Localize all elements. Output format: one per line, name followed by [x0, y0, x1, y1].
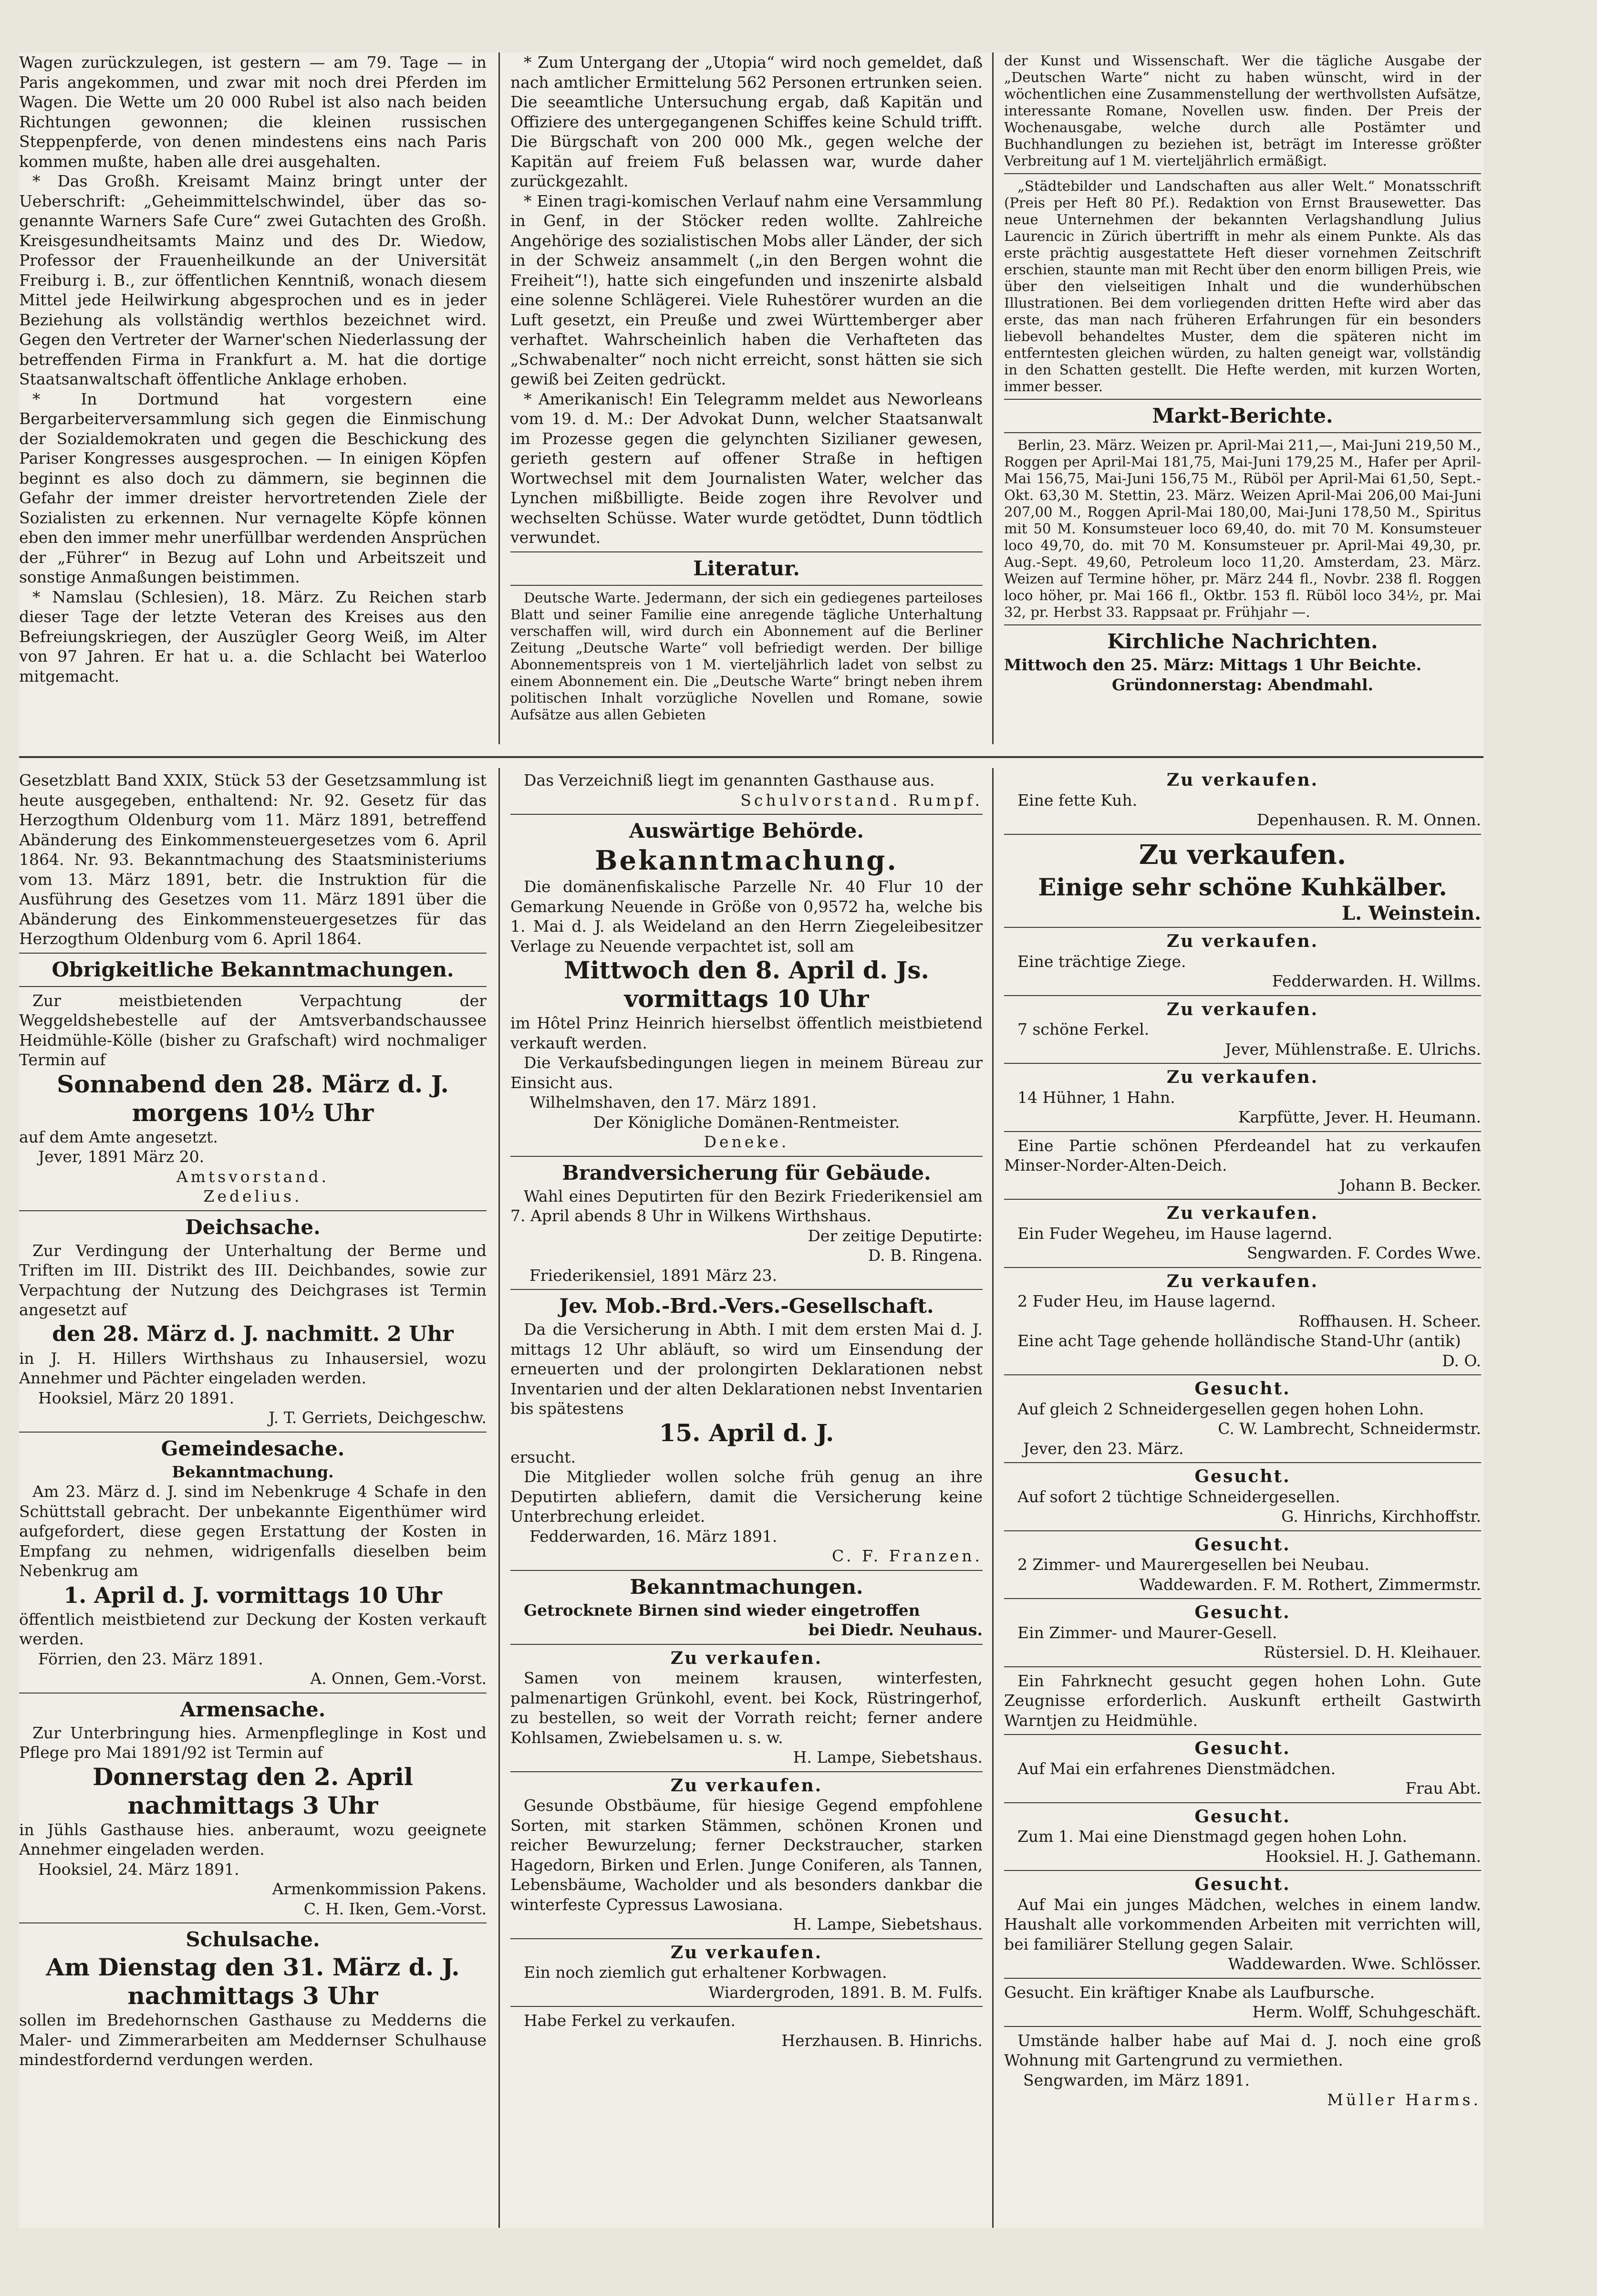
notice-text: Da die Versicherung in Abth. I mit dem ersten Mai d. J. mittags 12 Uhr abläuft, so wird um Einsendung der erneuerten und der prolongirten Deklarationen nebst Inventarien und der alten Deklarationen nebst Inventarien bis spätestens	[510, 1320, 983, 1418]
ad-text: Gesunde Obstbäume, für hiesige Gegend empfohlene Sorten, mit starken Stämmen, schönen Kronen und reicher Bewurzelung; ferner Deckstraucher, starken Hagedorn, Birken und Erlen. Junge Coniferen, als Tannen, Lebensbäume, Wacholder und als besonders dankbar die winterfeste Cypressus Lawosiana.	[510, 1796, 983, 1914]
notice-heading: Schulsache.	[186, 1928, 320, 1951]
ad-signature: H. Lampe, Siebetshaus.	[793, 1748, 983, 1766]
ad-signature: D. O.	[1442, 1351, 1481, 1370]
notice-signature: D. B. Ringena.	[868, 1246, 983, 1265]
ad-signature: Sengwarden, im März 1891.	[1023, 2070, 1250, 2089]
notice-text: Zur Verdingung der Unterhaltung der Berme und Triften im III. Distrikt des III. Deichbandes, sowie zur Verpachtung der Nutzung des Deichgrases ist Termin angesetzt auf	[19, 1241, 487, 1319]
divider	[1004, 624, 1481, 625]
notice-signature: Fedderwarden, 16. März 1891.	[529, 1527, 778, 1546]
ad-signature: Waddewarden. F. M. Rothert, Zimmermstr.	[1139, 1575, 1481, 1594]
ad-headline: Einige sehr schöne Kuhkälber.	[1038, 873, 1447, 901]
notice-text: Zur Unterbringung hies. Armenpfleglinge in Kost und Pflege pro Mai 1891/92 ist Termin auf	[19, 1723, 487, 1762]
ad-heading: Gesucht.	[1194, 1379, 1291, 1399]
notice-heading: Gemeindesache.	[161, 1436, 345, 1460]
notice-signature: Hooksiel, 24. März 1891.	[38, 1860, 239, 1879]
notice-heading: Jev. Mob.-Brd.-Vers.-Gesellschaft.	[559, 1294, 934, 1318]
literature-heading: Literatur.	[693, 556, 800, 580]
notice-text: auf dem Amte angesetzt.	[19, 1127, 218, 1146]
ad-text: 14 Hühner, 1 Hahn.	[1017, 1088, 1175, 1107]
notice-text: in J. H. Hillers Wirthshaus zu Inhausersiel, wozu Annehmer und Pächter eingeladen werden.	[19, 1349, 487, 1387]
ad-heading: Zu verkaufen.	[1166, 1271, 1319, 1291]
divider	[1004, 1978, 1481, 1979]
market-report: Berlin, 23. März. Weizen pr. April-Mai 211,—, Mai-Juni 219,50 M., Roggen per April-Mai 181,75, Mai-Juni 179,25 M., Hafer per April-Mai 156,75, Mai-Juni 156,75 M., Rüböl per April-Mai 61,50, Sept.-Okt. 63,30 M. Stettin, 23. März. Weizen April-Mai 206,00 Mai-Juni 207,00 M., Roggen April-Mai 180,00, Mai-Juni 178,50 M., Spiritus mit 50 M. Konsumsteuer loco 69,40, do. mit 70 M. Konsumsteuer loco 49,70, do. mit 70 M. Konsumsteuer pr. April-Mai 49,30, pr. Aug.-Sept. 49,60, Petroleum loco 11,20. Amsterdam, 23. März. Weizen auf Termine höher, pr. März 244 fl., Novbr. 238 fl. Roggen loco höher, pr. Mai 166 fl., Oktbr. 153 fl. Rüböl loco 34½, pr. Mai 32, pr. Herbst 33. Rappsaat pr. Frühjahr —.	[1004, 437, 1481, 620]
ad-signature: C. W. Lambrecht, Schneidermstr.	[1218, 1419, 1481, 1438]
ad-text: Auf Mai ein junges Mädchen, welches in einem landw. Haushalt alle vorkommenden Arbeiten mit verrichten will, bei familiärer Stellung gegen Salair.	[1004, 1895, 1481, 1953]
notice-signature: Zedelius.	[203, 1187, 302, 1205]
ad-heading: Zu verkaufen.	[1166, 770, 1319, 790]
ad-heading: Zu verkaufen.	[1166, 1203, 1319, 1223]
divider	[19, 953, 487, 954]
news-column-2	[510, 52, 983, 749]
notice-text: öffentlich meistbietend zur Deckung der Kosten verkauft werden.	[19, 1610, 487, 1648]
notice-heading: Auswärtige Behörde.	[629, 819, 864, 842]
ad-text: Auf gleich 2 Schneidergesellen gegen hohen Lohn.	[1017, 1399, 1424, 1418]
ad-text: Habe Ferkel zu verkaufen.	[524, 2011, 736, 2030]
ad-heading: Zu verkaufen.	[670, 1942, 823, 1963]
divider	[1004, 1734, 1481, 1735]
notice-text: Die Mitglieder wollen solche früh genug an ihre Deputirten abliefern, damit die Versicherung keine Unterbrechung erleidet.	[510, 1467, 983, 1526]
notice-text: Zur meistbietenden Verpachtung der Weggeldshebestelle auf der Amtsverbandschaussee Heidmühle-Kölle (bisher zu Grafschaft) wird nochmaliger Termin auf	[19, 991, 487, 1069]
ad-signature: Hooksiel. H. J. Gathemann.	[1265, 1847, 1481, 1866]
ad-text: Umstände halber habe auf Mai d. J. noch eine groß Wohnung mit Gartengrund zu vermiethen.	[1004, 2031, 1481, 2069]
divider	[1004, 1598, 1481, 1599]
market-heading: Markt-Berichte.	[1152, 404, 1333, 427]
ad-signature: L. Weinstein.	[1341, 902, 1481, 925]
notice-date: 15. April d. J.	[659, 1418, 834, 1447]
divider	[510, 551, 983, 552]
notice-text: Die Verkaufsbedingungen liegen in meinem Büreau zur Einsicht aus.	[510, 1053, 983, 1092]
ad-heading: Gesucht.	[1194, 1874, 1291, 1894]
ad-signature: Karpfütte, Jever. H. Heumann.	[1238, 1108, 1481, 1126]
divider	[510, 1156, 983, 1157]
notice-text: Wahl eines Deputirten für den Bezirk Friederikensiel am 7. April abends 8 Uhr in Wilkens Wirthshaus.	[510, 1186, 983, 1225]
notice-signature: Der Königliche Domänen-Rentmeister.	[593, 1112, 900, 1132]
ad-signature: Sengwarden. F. Cordes Wwe.	[1247, 1244, 1481, 1262]
notice-text: im Hôtel Prinz Heinrich hierselbst öffentlich meistbietend verkauft werden.	[510, 1014, 983, 1052]
literature-text: „Städtebilder und Landschaften aus aller Welt.“ Monatsschrift (Preis per Heft 80 Pf.). Redaktion von Ernst Brausewetter. Das neue Unternehmen der bekannten Verlagshandlung Julius Laurencic in Zürich übertrifft in mehr als einem Punkte. Als das erste prächtig ausgestattete Heft dieser vornehmen Zeitschrift erschien, staunte man mit Recht über den enorm billigen Preis, wie über den vielseitigen Inhalt und die wunderhübschen Illustrationen. Bei dem vorliegenden dritten Hefte wird aber das erste, das man nach früheren Erfahrungen für ein besonders liebevoll behandeltes Muster, dem die späteren nicht im entferntesten gleichen würden, zu halten geneigt war, vollständig in den Schatten gestellt. Die Hefte werden, mit kurzen Worten, immer besser.	[1004, 178, 1481, 395]
notice-signature: Schulvorstand. Rumpf.	[740, 790, 983, 810]
ad-text: Getrocknete Birnen sind wieder eingetroffen	[524, 1600, 920, 1620]
ad-heading: Zu verkaufen.	[670, 1775, 823, 1796]
column-rule	[992, 52, 994, 744]
ad-text: Eine trächtige Ziege.	[1017, 952, 1186, 971]
notice-signature: Hooksiel, März 20 1891.	[38, 1388, 235, 1407]
divider	[1004, 1802, 1481, 1803]
divider	[1004, 1462, 1481, 1463]
notice-signature: Armenkommission Pakens.	[272, 1880, 487, 1898]
divider	[1004, 1374, 1481, 1375]
divider	[1004, 432, 1481, 433]
divider	[510, 1570, 983, 1571]
gazette-notice: Gesetzblatt Band XXIX, Stück 53 der Gesetzsammlung ist heute ausgegeben, enthaltend: Nr. 92. Gesetz für das Herzogthum Oldenburg vom 11. März 1891, betreffend Abänderung des Einkommensteuergesetzes vom 6. April 1864. Nr. 93. Bekanntmachung des Staatsministeriums vom 13. März 1891, betr. die Instruktion für die Ausführung des Gesetzes vom 11. März 1891 über die Abänderung des Einkommensteuergesetzes für das Herzogthum Oldenburg vom 6. April 1864.	[19, 771, 487, 948]
notice-text: Das Verzeichniß liegt im genannten Gasthause aus.	[524, 771, 935, 790]
ad-text: Ein Fahrknecht gesucht gegen hohen Lohn. Gute Zeugnisse erforderlich. Auskunft ertheilt Gastwirth Warntjen zu Heidmühle.	[1004, 1671, 1481, 1730]
article-paragraph: * Amerikanisch! Ein Telegramm meldet aus Neworleans vom 19. d. M.: Der Advokat Dunn, welcher Staatsanwalt im Prozesse gegen die gelynchten Sizilianer gewesen, gerieth gestern auf offener Straße in heftigen Wortwechsel mit dem Journalisten Water, welcher das Lynchen mißbilligte. Beide zogen ihre Revolver und wechselten Schüsse. Water wurde getödtet, Dunn tödtlich verwundet.	[510, 389, 983, 547]
column-rule	[498, 768, 500, 2228]
article-paragraph: * In Dortmund hat vorgestern eine Bergarbeiterversammlung sich gegen die Einmischung der Sozialdemokraten und gegen die Beschickung des Pariser Kongresses ausgesprochen. — In einigen Köpfen beginnt es also doch zu dämmern, sie beginnen die Gefahr der immer dreister hervortretenden Ziele der Sozialisten zu erkennen. Nur vernagelte Köpfe können eben den immer mehr unerfüllbar werdenden Ansprüchen der „Führer“ in Bezug auf Lohn und Arbeitszeit und sonstige Anmaßungen beistimmen.	[19, 389, 487, 586]
notice-text: Am 23. März d. J. sind im Nebenkruge 4 Schafe in den Schüttstall gebracht. Der unbekannte Eigenthümer wird aufgefordert, diese gegen Erstattung der Kosten in Empfang zu nehmen, widrigenfalls dieselben beim Nebenkrug am	[19, 1482, 487, 1580]
church-notice: Mittwoch den 25. März: Mittags 1 Uhr Beichte.	[1004, 655, 1422, 674]
divider	[510, 1771, 983, 1772]
ad-text: Ein noch ziemlich gut erhaltener Korbwagen.	[524, 1963, 887, 1982]
notice-text: Die domänenfiskalische Parzelle Nr. 40 Flur 10 der Gemarkung Neuende in Größe von 0,9572 ha, welche bis 1. Mai d. J. als Weideland an den Herrn Ziegeleibesitzer Verlage zu Neuende verpachtet ist, soll am	[510, 877, 983, 956]
news-column-3	[1004, 52, 1481, 749]
ad-heading: Gesucht.	[1194, 1806, 1291, 1827]
ad-signature: Fedderwarden. H. Willms.	[1272, 972, 1481, 990]
notice-date: Donnerstag den 2. April nachmittags 3 Uhr	[93, 1762, 413, 1819]
notice-signature: A. Onnen, Gem.-Vorst.	[310, 1669, 487, 1688]
ad-signature: H. Lampe, Siebetshaus.	[793, 1915, 983, 1933]
divider	[1004, 1267, 1481, 1268]
notice-heading: Armensache.	[180, 1697, 326, 1721]
ads-column-3	[1004, 770, 1481, 2225]
notice-date: den 28. März d. J. nachmitt. 2 Uhr	[52, 1321, 454, 1346]
divider	[1004, 927, 1481, 928]
notice-date: Sonnabend den 28. März d. J. morgens 10½ Uhr	[57, 1070, 449, 1127]
ad-text: Zum 1. Mai eine Dienstmagd gegen hohen Lohn.	[1017, 1827, 1407, 1846]
ad-signature: Depenhausen. R. M. Onnen.	[1256, 810, 1481, 829]
article-paragraph: * Namslau (Schlesien), 18. März. Zu Reichen starb dieser Tage der letzte Veteran des Kreises aus den Befreiungskriegen, der Auszügler Georg Weiß, im Alter von 97 Jahren. Er hat u. a. die Schlacht bei Waterloo mitgemacht.	[19, 587, 487, 686]
divider	[1004, 995, 1481, 996]
ad-text: Ein Fuder Wegeheu, im Hause lagernd.	[1017, 1224, 1333, 1243]
column-rule	[498, 52, 500, 744]
ad-signature: Frau Abt.	[1405, 1779, 1481, 1797]
notice-signature: J. T. Gerriets, Deichgeschw.	[269, 1408, 487, 1427]
news-column-1	[19, 52, 487, 749]
ad-text: Eine acht Tage gehende holländische Stand-Uhr (antik)	[1017, 1331, 1461, 1350]
ad-signature: Waddewarden. Wwe. Schlösser.	[1228, 1954, 1481, 1973]
notice-signature: Der zeitige Deputirte:	[808, 1226, 983, 1245]
notice-subheading: Bekanntmachung.	[172, 1462, 334, 1481]
ad-text: 2 Fuder Heu, im Hause lagernd.	[1017, 1292, 1276, 1310]
ad-signature: Herm. Wolff, Schuhgeschäft.	[1252, 2003, 1481, 2021]
notice-signature: C. F. Franzen.	[831, 1547, 983, 1565]
divider	[1004, 1666, 1481, 1667]
divider	[1004, 2026, 1481, 2027]
divider	[1004, 1870, 1481, 1871]
ad-heading: Gesucht.	[1194, 1602, 1291, 1622]
ad-heading: Gesucht.	[1194, 1534, 1291, 1555]
notice-date: Mittwoch den 8. April d. Js. vormittags 10 Uhr	[564, 956, 929, 1013]
ad-signature: Roffhausen. H. Scheer.	[1298, 1311, 1481, 1330]
notice-heading: Deichsache.	[185, 1215, 321, 1239]
ad-heading: Zu verkaufen.	[1166, 999, 1319, 1019]
literature-text: der Kunst und Wissenschaft. Wer die tägliche Ausgabe der „Deutschen Warte“ nicht zu haben wünscht, wird in der wöchentlichen eine Zusammenstellung der werthvollsten Aufsätze, interessante Romane, Novellen usw. finden. Der Preis der Wochenausgabe, welche durch alle Postämter und Buchhandlungen zu beziehen ist, beträgt im Interesse größter Verbreitung auf 1 M. vierteljährlich ermäßigt.	[1004, 52, 1481, 169]
divider	[19, 1210, 487, 1211]
divider	[1004, 1530, 1481, 1531]
ad-text: Eine Partie schönen Pferdeandel hat zu verkaufen Minser-Norder-Alten-Deich.	[1004, 1136, 1481, 1174]
ad-heading: Zu verkaufen.	[1139, 839, 1347, 871]
notice-heading: Brandversicherung für Gebäude.	[562, 1161, 931, 1184]
article-paragraph: Wagen zurückzulegen, ist gestern — am 79. Tage — in Paris angekommen, und zwar mit noch drei Pferden im Wagen. Die Wette um 20 000 Rubel ist also nach beiden Richtungen gewonnen; die kleinen russischen Steppenpferde, von denen mindestens eins nach Paris kommen mußte, haben alle drei ausgehalten.	[19, 53, 487, 171]
ad-signature: Jever, Mühlenstraße. E. Ulrichs.	[1225, 1039, 1481, 1059]
notice-signature: Jever, 1891 März 20.	[38, 1147, 205, 1166]
notice-signature: Förrien, den 23. März 1891.	[38, 1649, 263, 1668]
notice-signature: Wilhelmshaven, den 17. März 1891.	[529, 1093, 817, 1112]
notices-column-1	[19, 770, 487, 2225]
divider	[19, 986, 487, 987]
ad-heading: Zu verkaufen.	[670, 1648, 823, 1668]
divider	[19, 1922, 487, 1923]
ad-signature: Wiardergroden, 1891. B. M. Fulfs.	[708, 1983, 983, 2002]
ad-text: Ein Zimmer- und Maurer-Gesell.	[1017, 1623, 1277, 1642]
divider	[510, 1938, 983, 1939]
notice-text: in Jühls Gasthause hies. anberaumt, wozu geeignete Annehmer eingeladen werden.	[19, 1820, 487, 1859]
ad-heading: Gesucht.	[1194, 1466, 1291, 1486]
literature-text: Deutsche Warte. Jedermann, der sich ein gediegenes parteiloses Blatt und seiner Familie eine anregende tägliche Unterhaltung verschaffen will, wird durch ein Abonnement auf die Berliner Zeitung „Deutsche Warte“ voll befriedigt werden. Der billige Abonnementspreis von 1 M. vierteljährlich ladet von selbst zu einem Abonnement ein. Die „Deutsche Warte“ bringt neben ihrem politischen Inhalt vorzügliche Novellen und Romane, sowie Aufsätze aus allen Gebieten	[510, 589, 983, 723]
ad-text: Auf Mai ein erfahrenes Dienstmädchen.	[1017, 1759, 1336, 1778]
notice-signature: Amtsvorstand.	[176, 1167, 330, 1186]
church-notice: Gründonnerstag: Abendmahl.	[1111, 675, 1373, 694]
column-rule	[992, 768, 994, 2228]
ad-signature: Johann B. Becker.	[1339, 1175, 1481, 1195]
ad-signature: Müller Harms.	[1327, 2090, 1481, 2109]
divider	[510, 1289, 983, 1290]
ad-text: Auf sofort 2 tüchtige Schneidergesellen.	[1017, 1487, 1340, 1506]
ad-signature: Rüstersiel. D. H. Kleihauer.	[1264, 1643, 1481, 1662]
ad-signature: bei Diedr. Neuhaus.	[808, 1621, 983, 1639]
article-paragraph: * Zum Untergang der „Utopia“ wird noch gemeldet, daß nach amtlicher Ermittelung 562 Personen ertrunken seien. Die seeamtliche Untersuchung ergab, daß Kapitän und Offiziere des untergegangenen Schiffes keine Schuld trifft. Die Bürgschaft von 200 000 Mk., gegen welche der Kapitän auf freiem Fuß belassen war, wurde daher zurückgezahlt.	[510, 53, 983, 190]
ad-text: Eine fette Kuh.	[1017, 790, 1138, 810]
church-heading: Kirchliche Nachrichten.	[1107, 630, 1378, 653]
notice-date: Am Dienstag den 31. März d. J. nachmittags 3 Uhr	[46, 1953, 460, 2010]
divider	[1004, 1199, 1481, 1200]
notice-heading: Bekanntmachungen.	[630, 1575, 863, 1599]
announcement-heading: Bekanntmachung.	[595, 845, 898, 876]
ad-heading: Zu verkaufen.	[1166, 931, 1319, 951]
divider	[1004, 173, 1481, 174]
ad-text: 7 schöne Ferkel.	[1017, 1020, 1150, 1039]
divider	[510, 585, 983, 586]
ad-signature: Jever, den 23. März.	[1023, 1439, 1184, 1458]
divider	[1004, 1131, 1481, 1132]
ad-text: Gesucht. Ein kräftiger Knabe als Laufbursche.	[1004, 1983, 1375, 2002]
newspaper-page	[19, 52, 1483, 2228]
divider	[19, 1432, 487, 1433]
notice-signature: Friederikensiel, 1891 März 23.	[529, 1266, 778, 1285]
article-paragraph: * Das Großh. Kreisamt Mainz bringt unter der Ueberschrift: „Geheimmittelschwindel, über das so-genannte Warners Safe Cure“ zwei Gutachten des Großh. Kreisgesundheitsamts Mainz und des Dr. Wiedow, Professor der Frauenheilkunde an der Universität Freiburg i. B., zur öffentlichen Kenntniß, wonach diesem Mittel jede Heilwirkung abgesprochen und es in jeder Beziehung als vollständig werthlos bezeichnet wird. Gegen den Vertreter der Warner'schen Niederlassung der betreffenden Firma in Frankfurt a. M. hat die dortige Staatsanwaltschaft öffentliche Anklage erhoben.	[19, 172, 487, 388]
notice-signature: C. H. Iken, Gem.-Vorst.	[303, 1899, 487, 1918]
ad-heading: Gesucht.	[1194, 1738, 1291, 1758]
ad-heading: Zu verkaufen.	[1166, 1067, 1319, 1087]
ad-signature: Herzhausen. B. Hinrichs.	[781, 2031, 983, 2050]
ad-signature: G. Hinrichs, Kirchhoffstr.	[1281, 1507, 1481, 1526]
notice-signature: Deneke.	[704, 1132, 789, 1151]
divider	[1004, 1063, 1481, 1064]
divider	[510, 2006, 983, 2007]
notice-text: ersucht.	[510, 1447, 576, 1466]
notices-column-2	[510, 770, 983, 2225]
divider	[1004, 834, 1481, 835]
official-notices-heading: Obrigkeitliche Bekanntmachungen.	[52, 957, 454, 981]
ad-text: Samen von meinem krausen, winterfesten, palmenartigen Grünkohl, event. bei Kock, Rüstringerhof, zu bestellen, so weit der Vorrath reicht; ferner andere Kohlsamen, Zwiebelsamen u. s. w.	[510, 1669, 983, 1747]
ad-text: 2 Zimmer- und Maurergesellen bei Neubau.	[1017, 1555, 1369, 1574]
divider	[510, 1644, 983, 1645]
section-divider	[19, 756, 1483, 758]
notice-text: sollen im Bredehornschen Gasthause zu Medderns die Maler- und Zimmerarbeiten am Meddernser Schulhause mindestfordernd verdungen werden.	[19, 2011, 487, 2069]
divider	[1004, 399, 1481, 400]
article-paragraph: * Einen tragi-komischen Verlauf nahm eine Versammlung in Genf, in der Stöcker reden wollte. Zahlreiche Angehörige des sozialistischen Mobs aller Länder, der sich in der Schweiz ansammelt („in den Bergen wohnt die Freiheit“!), hatte sich eingefunden und inszenirte alsbald eine solenne Schlägerei. Viele Ruhestörer wurden an die Luft gesetzt, ein Preuße und zwei Württemberger aber verhaftet. Wahrscheinlich haben die Verhafteten das „Schwabenalter“ noch nicht erreicht, sonst hätten sie sich gewiß bei Zeiten gedrückt.	[510, 191, 983, 388]
divider	[510, 814, 983, 815]
notice-date: 1. April d. J. vormittags 10 Uhr	[63, 1582, 442, 1608]
